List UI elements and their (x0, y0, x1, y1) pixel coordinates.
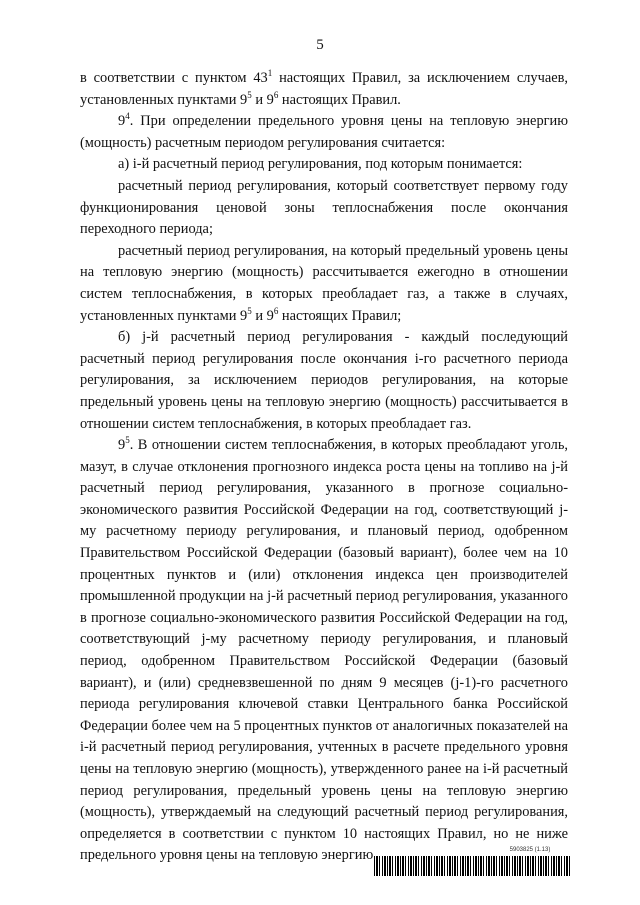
page-number: 5 (316, 37, 324, 53)
superscript: 5 (125, 435, 130, 446)
paragraph (80, 327, 568, 435)
superscript: 6 (273, 305, 279, 316)
text-run: расчетный период регулирования, на который предельный уровень цены на тепловую энергию (мощность) рассчитывается ежегодно в отношении систем теплоснабжения, в которых преобладает газ, а также в случаях, установленных пунктами 9 (80, 242, 568, 324)
paragraph (80, 68, 568, 111)
document-body (80, 68, 568, 867)
paragraph (80, 241, 568, 327)
superscript: 5 (247, 89, 252, 100)
text-run: 9 (118, 113, 126, 130)
text-run: настоящих Правил, за исключением случаев, установленных пунктами 9 (80, 70, 568, 108)
text-run: а) i-й расчетный период регулирования, под которым понимается: (118, 156, 523, 173)
text-run: настоящих Правил. (278, 91, 401, 108)
text-run: 9 (118, 437, 126, 454)
text-run: б) j-й расчетный период регулирования - каждый последующий расчетный период регулирования после окончания i-го расчетного периода регулирования, за исключением периодов регулирования, на которые предельный уровень цены на тепловую энергию (мощность) рассчитывается в отношении систем теплоснабжения, в которых преобладает газ. (80, 329, 568, 432)
paragraph (80, 154, 568, 176)
paragraph (80, 176, 568, 241)
superscript: 1 (267, 68, 273, 78)
superscript: 5 (247, 305, 252, 316)
superscript: 6 (273, 89, 279, 100)
text-run: и 9 (251, 91, 274, 108)
paragraph (80, 111, 568, 154)
text-run: . В отношении систем теплоснабжения, в которых преобладают уголь, мазут, в случае отклонения прогнозного индекса роста цены на топливо на j-й расчетный период регулирования, указанного в прогнозе социально-экономического развития Российской Федерации на год, соответствующий j-му расчетному периоду регулирования, и плановый период, одобренном Правительством Российской Федерации (базовый вариант), более чем на 10 процентных пунктов и (или) отклонения индекса цен производителей промышленной продукции на j-й расчетный период регулирования, указанного в прогнозе социально-экономического развития Российской Федерации на год, соответствующий j-му расчетному периоду регулирования, и плановый период, одобренном Правительством Российской Федерации (базовый вариант), и (или) средневзвешенной по дням 9 месяцев (j-1)-го расчетного периода регулирования ключевой ставки Центрального банка Российской Федерации более чем на 5 процентных пунктов от аналогичных показателей на i-й расчетный период регулирования, учтенных в расчете предельного уровня цены на тепловую энергию (мощность), утвержденного ранее на i-й расчетный период регулирования, предельный уровень цены на тепловую энергию (мощность), утверждаемый на следующий расчетный период регулирования, определяется в соответствии с пунктом 10 настоящих Правил, но не ниже предельного уровня цены на тепловую энергию (80, 437, 568, 864)
text-run: в соответствии с пунктом 43 (80, 70, 268, 86)
text-run: настоящих Правил; (278, 307, 402, 324)
document-code: 5903825 (1.13) (509, 847, 551, 853)
paragraph (80, 435, 568, 867)
barcode-image (374, 856, 570, 876)
text-run: . При определении предельного уровня цены на тепловую энергию (мощность) расчетным периодом регулирования считается: (80, 113, 568, 151)
text-run: расчетный период регулирования, который соответствует первому году функционирования ценовой зоны теплоснабжения после окончания переходного периода; (80, 177, 568, 238)
text-run: и 9 (251, 307, 274, 324)
superscript: 4 (125, 111, 130, 122)
